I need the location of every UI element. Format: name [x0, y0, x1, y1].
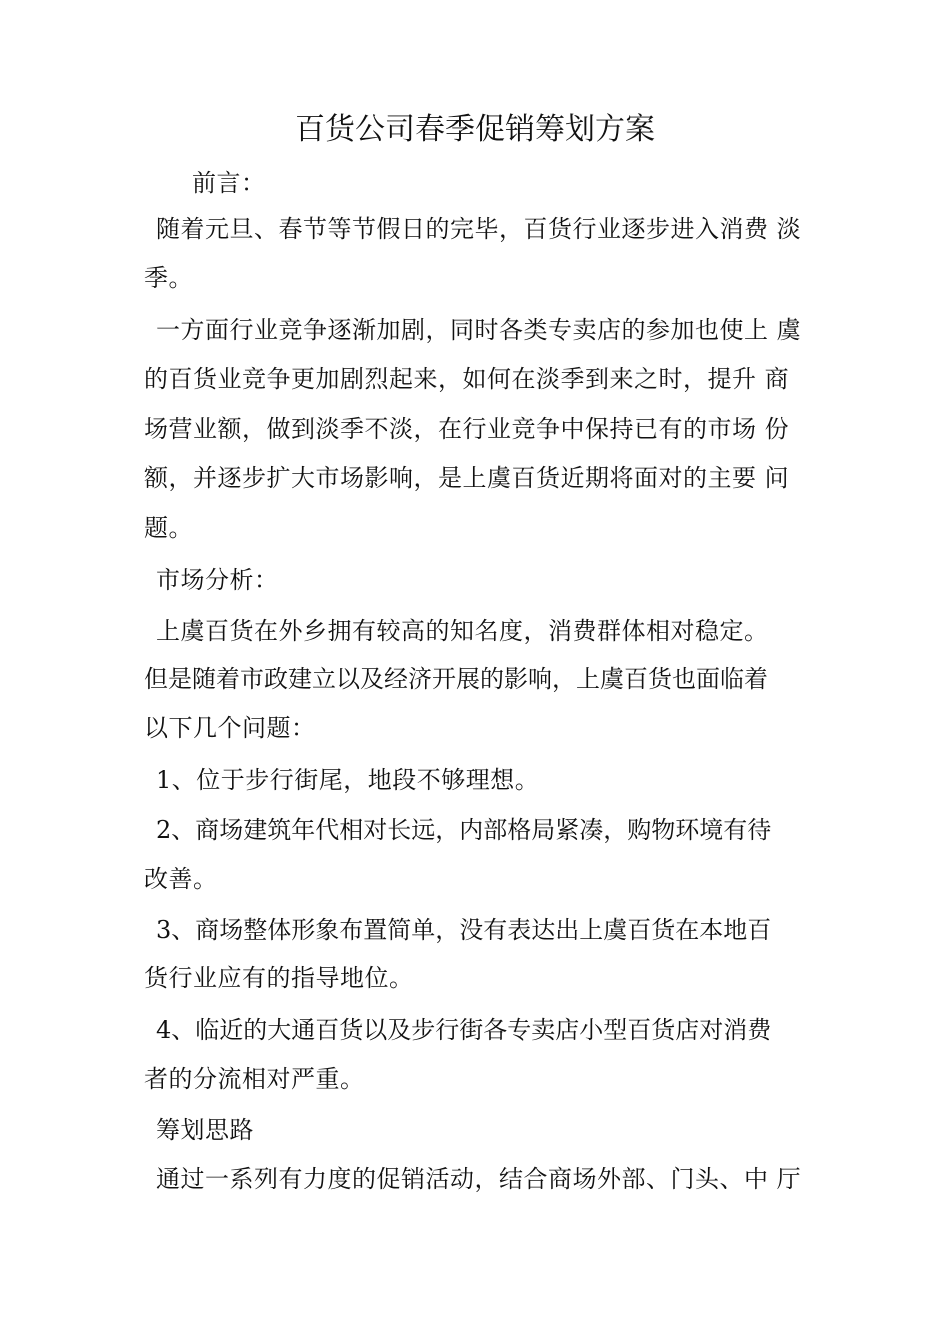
paragraph-line: 季。 [144, 264, 193, 292]
paragraph-line: 场营业额，做到淡季不淡，在行业竞争中保持已有的市场 份 [144, 415, 790, 443]
paragraph-line: 一方面行业竞争逐渐加剧，同时各类专卖店的参加也使上 虞 [156, 316, 802, 344]
paragraph-line: 题。 [144, 514, 193, 542]
planning-ideas-heading: 筹划思路 [156, 1116, 254, 1144]
paragraph-line: 通过一系列有力度的促销活动，结合商场外部、门头、中 厅 [156, 1165, 802, 1193]
list-item: 3、商场整体形象布置简单，没有表达出上虞百货在本地百 [156, 916, 772, 944]
list-item: 1、位于步行街尾，地段不够理想。 [156, 766, 540, 794]
market-analysis-heading: 市场分析： [156, 566, 279, 594]
preface-heading: 前言： [192, 169, 266, 197]
paragraph-line: 的百货业竞争更加剧烈起来，如何在淡季到来之时，提升 商 [144, 365, 790, 393]
list-item-continuation: 货行业应有的指导地位。 [144, 964, 414, 992]
paragraph-line: 随着元旦、春节等节假日的完毕，百货行业逐步进入消费 淡 [156, 215, 802, 243]
document-title: 百货公司春季促销筹划方案 [295, 112, 655, 147]
list-item-continuation: 者的分流相对严重。 [144, 1065, 365, 1093]
paragraph-line: 但是随着市政建立以及经济开展的影响，上虞百货也面临着 [144, 665, 768, 693]
list-item: 2、商场建筑年代相对长远，内部格局紧凑，购物环境有待 [156, 816, 772, 844]
list-item-continuation: 改善。 [144, 865, 218, 893]
list-item: 4、临近的大通百货以及步行街各专卖店小型百货店对消费 [156, 1016, 772, 1044]
paragraph-line: 以下几个问题： [144, 714, 316, 742]
paragraph-line: 上虞百货在外乡拥有较高的知名度，消费群体相对稳定。 [156, 617, 769, 645]
paragraph-line: 额，并逐步扩大市场影响，是上虞百货近期将面对的主要 问 [144, 464, 790, 492]
